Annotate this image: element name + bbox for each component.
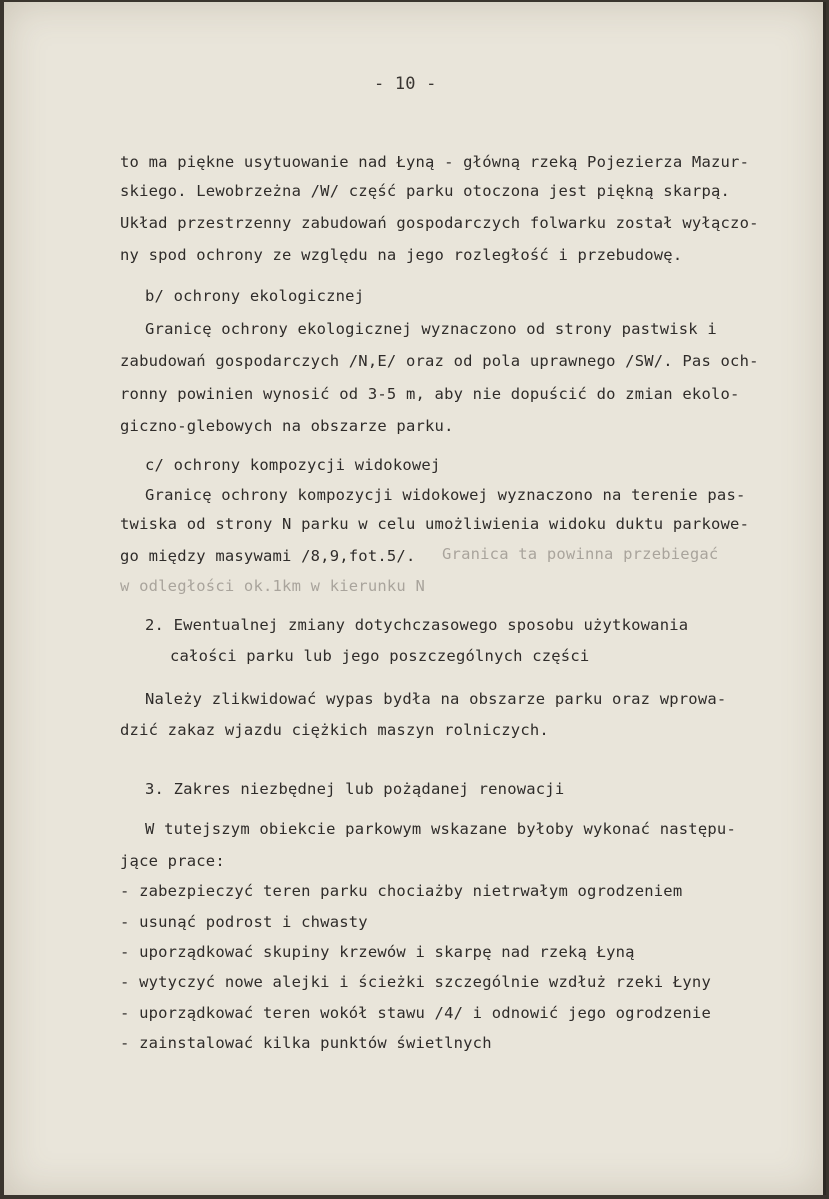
intro-line-1: to ma piękne usytuowanie nad Łyną - główną rzeką Pojezierza Mazur-: [120, 153, 750, 171]
document-page: [4, 2, 826, 1195]
point-3-text-line-2: jące prace:: [120, 852, 225, 870]
section-b-line-3: ronny powinien wynosić od 3-5 m, aby nie dopuścić do zmian ekolo-: [120, 385, 740, 403]
section-b-heading: b/ ochrony ekologicznej: [145, 287, 365, 305]
point-2-heading-line-2: całości parku lub jego poszczególnych części: [170, 647, 590, 665]
point-2-text-line-2: dzić zakaz wjazdu ciężkich maszyn rolniczych.: [120, 721, 549, 739]
section-c-heading: c/ ochrony kompozycji widokowej: [145, 456, 441, 474]
point-3-heading: 3. Zakres niezbędnej lub pożądanej renowacji: [145, 780, 565, 798]
point-2-text-line-1: Należy zlikwidować wypas bydła na obszarze parku oraz wprowa-: [145, 690, 727, 708]
point-2-heading-line-1: 2. Ewentualnej zmiany dotychczasowego sposobu użytkowania: [145, 616, 689, 634]
task-item: - zainstalować kilka punktów świetlnych: [120, 1034, 492, 1052]
section-c-line-3: go między masywami /8,9,fot.5/.: [120, 547, 416, 565]
task-item: - uporządkować skupiny krzewów i skarpę nad rzeką Łyną: [120, 943, 635, 961]
task-item: - uporządkować teren wokół stawu /4/ i odnowić jego ogrodzenie: [120, 1004, 711, 1022]
task-item: - wytyczyć nowe alejki i ścieżki szczególnie wzdłuż rzeki Łyny: [120, 973, 711, 991]
section-b-line-1: Granicę ochrony ekologicznej wyznaczono od strony pastwisk i: [145, 320, 717, 338]
task-item: - zabezpieczyć teren parku chociażby nietrwałym ogrodzeniem: [120, 882, 683, 900]
task-item: - usunąć podrost i chwasty: [120, 913, 368, 931]
section-c-faint-line-1: Granica ta powinna przebiegać: [442, 545, 719, 563]
section-b-line-2: zabudowań gospodarczych /N,E/ oraz od pola uprawnego /SW/. Pas och-: [120, 352, 759, 370]
intro-line-2: skiego. Lewobrzeżna /W/ część parku otoczona jest piękną skarpą.: [120, 182, 731, 200]
section-b-line-4: giczno-glebowych na obszarze parku.: [120, 417, 454, 435]
intro-line-4: ny spod ochrony ze względu na jego rozległość i przebudowę.: [120, 246, 683, 264]
point-3-text-line-1: W tutejszym obiekcie parkowym wskazane byłoby wykonać następu-: [145, 820, 736, 838]
section-c-line-1: Granicę ochrony kompozycji widokowej wyznaczono na terenie pas-: [145, 486, 746, 504]
section-c-line-2: twiska od strony N parku w celu umożliwienia widoku duktu parkowe-: [120, 515, 750, 533]
page-number: - 10 -: [374, 74, 437, 94]
intro-line-3: Układ przestrzenny zabudowań gospodarczych folwarku został wyłączo-: [120, 214, 759, 232]
section-c-faint-line-2: w odległości ok.1km w kierunku N: [120, 577, 426, 595]
